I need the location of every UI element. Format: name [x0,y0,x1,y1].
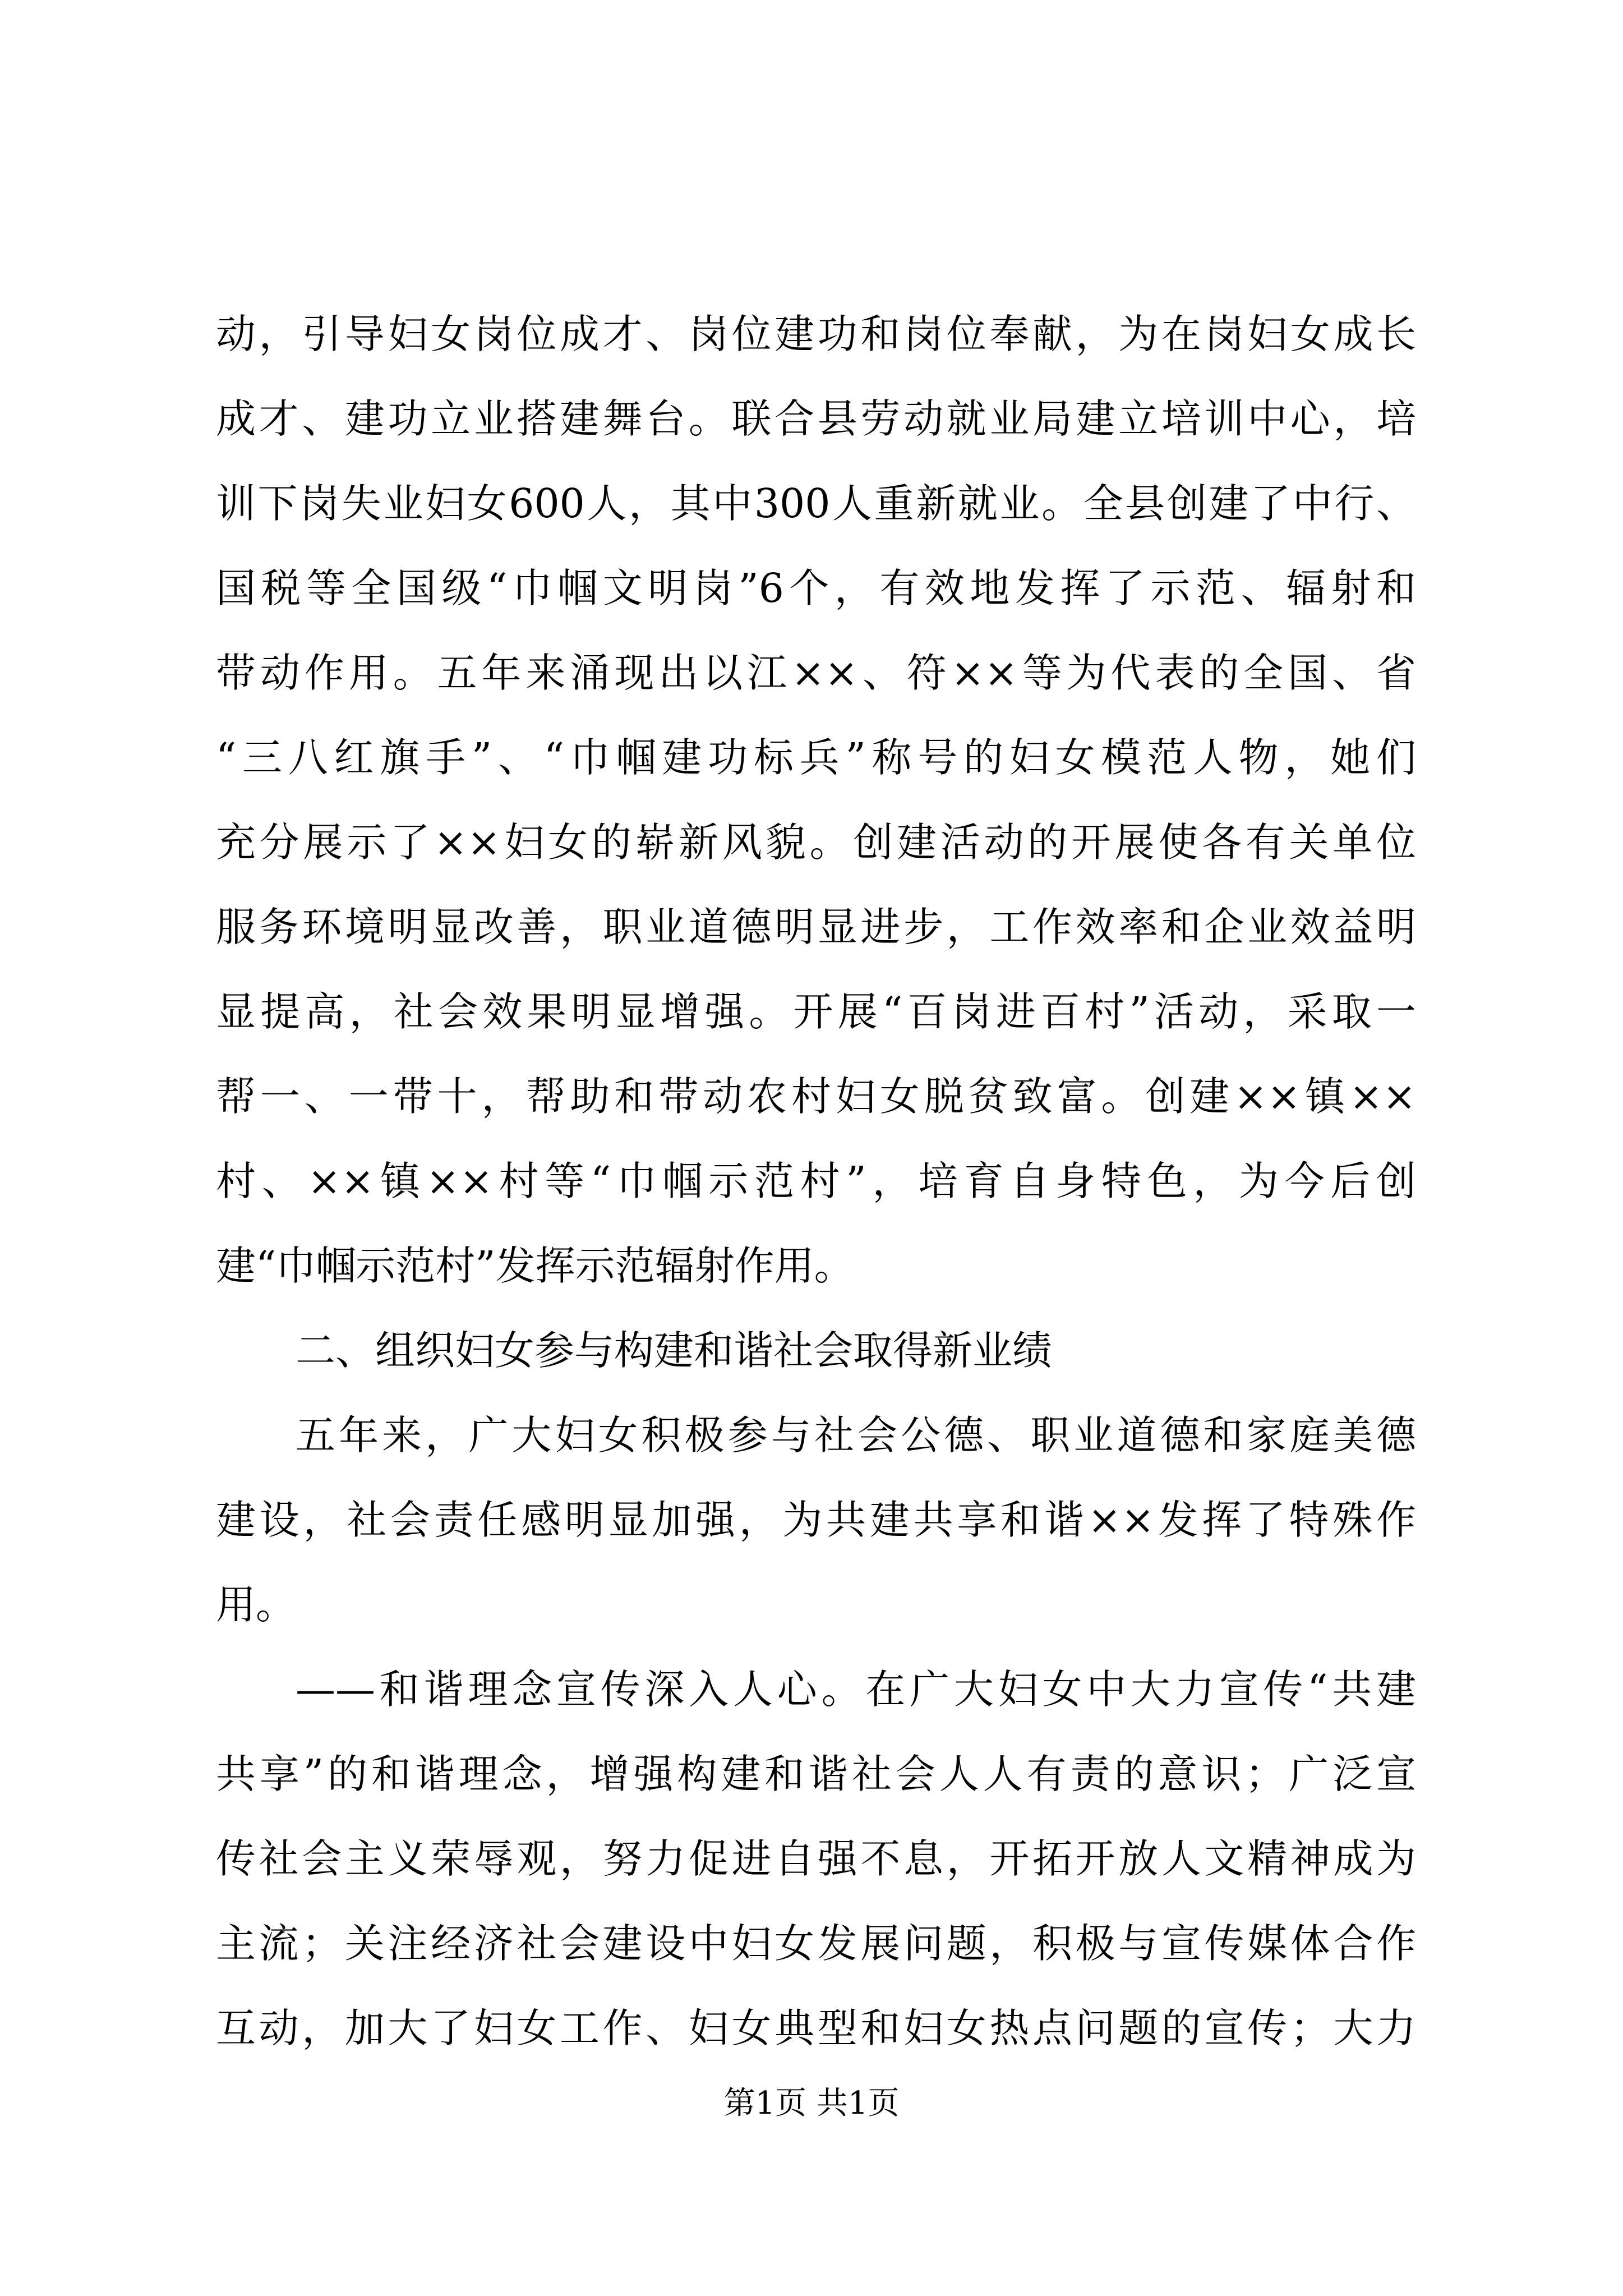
text-line: 训下岗失业妇女600人，其中300人重新就业。全县创建了中行、 [216,480,1416,527]
text-line: 带动作用。五年来涌现出以江××、符××等为代表的全国、省 [216,650,1416,696]
text-line: ——和谐理念宣传深入人心。在广大妇女中大力宣传“共建 [296,1666,1416,1713]
text-line: 共享”的和谐理念，增强构建和谐社会人人有责的意识；广泛宣 [216,1751,1416,1797]
text-line: 互动，加大了妇女工作、妇女典型和妇女热点问题的宣传；大力 [216,2005,1416,2051]
text-line: 主流；关注经济社会建设中妇女发展问题，积极与宣传媒体合作 [216,1920,1416,1967]
text-line: 五年来，广大妇女积极参与社会公德、职业道德和家庭美德 [296,1412,1416,1458]
text-line: 成才、建功立业搭建舞台。联合县劳动就业局建立培训中心，培 [216,395,1416,442]
section-heading: 二、组织妇女参与构建和谐社会取得新业绩 [296,1327,1053,1374]
text-line: 国税等全国级“巾帼文明岗”6个，有效地发挥了示范、辐射和 [216,565,1416,611]
text-line: 建设，社会责任感明显加强，为共建共享和谐××发挥了特殊作 [216,1497,1416,1543]
body-text [216,292,1416,2070]
text-line: 传社会主义荣辱观，努力促进自强不息，开拓开放人文精神成为 [216,1835,1416,1882]
text-line: 用。 [216,1581,296,1628]
text-line: 建“巾帼示范村”发挥示范辐射作用。 [216,1243,854,1289]
page-number-label: 第1页 共1页 [723,2085,900,2122]
text-line: 帮一、一带十，帮助和带动农村妇女脱贫致富。创建××镇×× [216,1073,1416,1120]
text-line: “三八红旗手”、“巾帼建功标兵”称号的妇女模范人物，她们 [216,734,1416,781]
text-line: 服务环境明显改善，职业道德明显进步，工作效率和企业效益明 [216,904,1416,950]
page-footer [0,2084,1623,2123]
text-line: 村、××镇××村等“巾帼示范村”，培育自身特色，为今后创 [216,1158,1416,1204]
text-line: 显提高，社会效果明显增强。开展“百岗进百村”活动，采取一 [216,988,1416,1035]
text-line: 动，引导妇女岗位成才、岗位建功和岗位奉献，为在岗妇女成长 [216,311,1416,357]
text-line: 充分展示了××妇女的崭新风貌。创建活动的开展使各有关单位 [216,819,1416,866]
